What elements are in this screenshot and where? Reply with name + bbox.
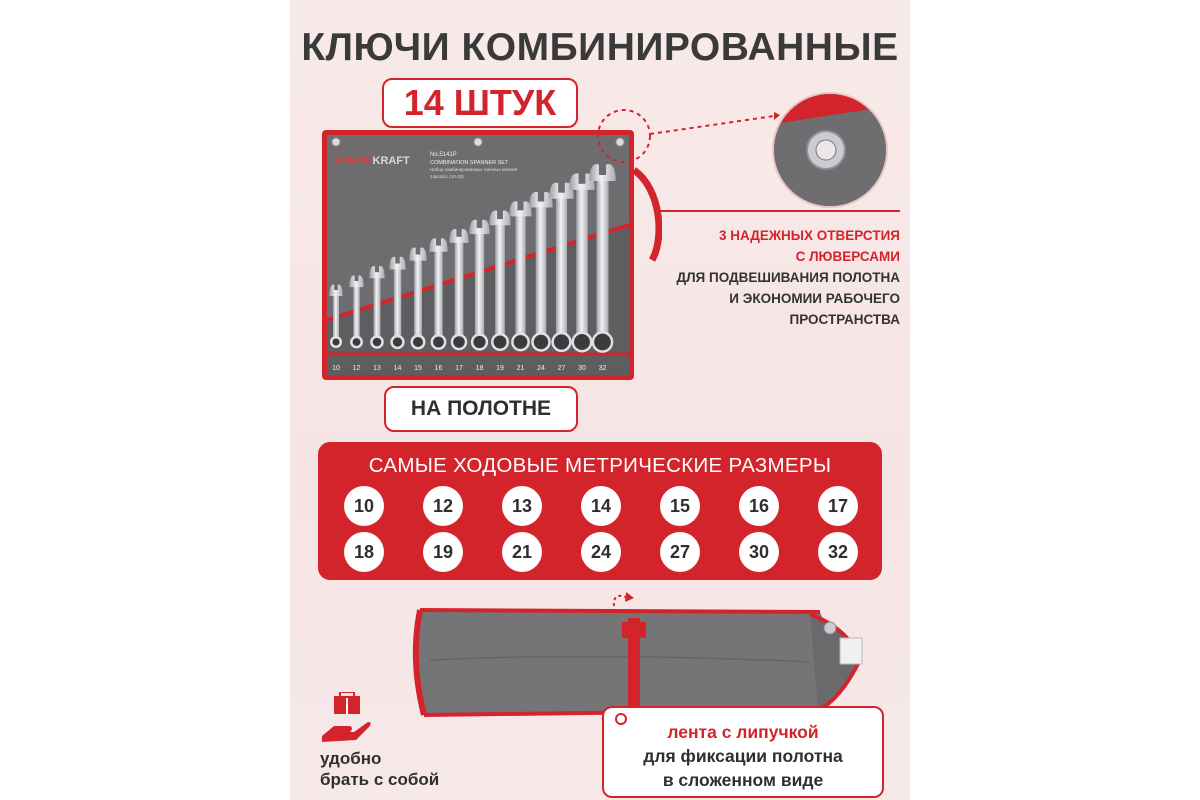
- size-circle: 32: [818, 532, 858, 572]
- zoom-pointer: [590, 100, 780, 180]
- strap-info-line1: лента с липучкой: [667, 722, 819, 742]
- size-circle: 19: [423, 532, 463, 572]
- count-badge: 14 ШТУК: [382, 78, 578, 128]
- roll-size-label: 13: [373, 365, 381, 372]
- size-circle: 30: [739, 532, 779, 572]
- grommet-info-line1: 3 НАДЕЖНЫХ ОТВЕРСТИЯ: [718, 228, 900, 243]
- grommet-info-line2: С ЛЮВЕРСАМИ: [795, 249, 900, 264]
- roll-size-label: 21: [516, 365, 525, 372]
- sizes-title: САМЫЕ ХОДОВЫЕ МЕТРИЧЕСКИЕ РАЗМЕРЫ: [368, 454, 832, 477]
- grommet-zoom-image: [772, 92, 888, 208]
- roll-size-label: 19: [496, 365, 504, 372]
- size-circle: 13: [502, 486, 542, 526]
- size-circle: 15: [660, 486, 700, 526]
- size-circle: 27: [660, 532, 700, 572]
- carry-hand-icon: [320, 692, 374, 746]
- roll-size-label: 17: [455, 365, 463, 372]
- roll-size-label: 15: [414, 365, 422, 372]
- brand-kraft: KRAFT: [372, 155, 410, 167]
- brand-logo: [334, 155, 410, 167]
- carry-line2: брать с собой: [320, 770, 440, 789]
- roll-size-label: 18: [475, 365, 484, 372]
- roll-size-label: 32: [598, 365, 607, 372]
- size-circle: 12: [423, 486, 463, 526]
- roll-size-label: 27: [557, 365, 566, 372]
- size-circle: 18: [344, 532, 384, 572]
- grommet-info-line5: ПРОСТРАНСТВА: [789, 312, 900, 327]
- page-title: КЛЮЧИ КОМБИНИРОВАННЫЕ: [301, 26, 899, 69]
- sizes-box: [318, 442, 882, 580]
- set-name-ru-text: Набор комбинированных гаечных ключей: [430, 167, 518, 172]
- info-divider: [660, 205, 900, 217]
- carry-line1: удобно: [320, 749, 382, 768]
- model-text: No.5141P: [430, 152, 457, 158]
- strap-info-line3: в сложенном виде: [662, 770, 824, 790]
- roll-size-label: 12: [352, 365, 361, 372]
- grommet-info-line3: ДЛЯ ПОДВЕШИВАНИЯ ПОЛОТНА: [676, 270, 900, 285]
- roll-size-label: 14: [393, 365, 402, 372]
- brand-force: FORCE: [334, 155, 373, 167]
- roll-size-label: 10: [332, 365, 340, 372]
- roll-size-label: 16: [434, 365, 443, 372]
- strap-info-box: [602, 706, 884, 798]
- size-circle: 17: [818, 486, 858, 526]
- spec-text: 14pcs/pc (10-32): [430, 174, 464, 179]
- roll-size-label: 30: [578, 365, 586, 372]
- carry-text: [320, 748, 500, 790]
- size-circle: 10: [344, 486, 384, 526]
- set-name-text: COMBINATION SPANNER SET: [430, 160, 509, 166]
- roll-size-label: 24: [537, 365, 545, 372]
- size-circle: 21: [502, 532, 542, 572]
- grommet-info-line4: И ЭКОНОМИИ РАБОЧЕГО: [729, 291, 900, 306]
- size-circle: 16: [739, 486, 779, 526]
- strap-pointer-dot: [614, 712, 628, 726]
- size-circle: 14: [581, 486, 621, 526]
- product-infographic: [290, 0, 910, 800]
- strap-info-line2: для фиксации полотна: [643, 746, 843, 766]
- size-circle: 24: [581, 532, 621, 572]
- canvas-badge: НА ПОЛОТНЕ: [384, 386, 578, 432]
- grommet-info: [650, 225, 900, 330]
